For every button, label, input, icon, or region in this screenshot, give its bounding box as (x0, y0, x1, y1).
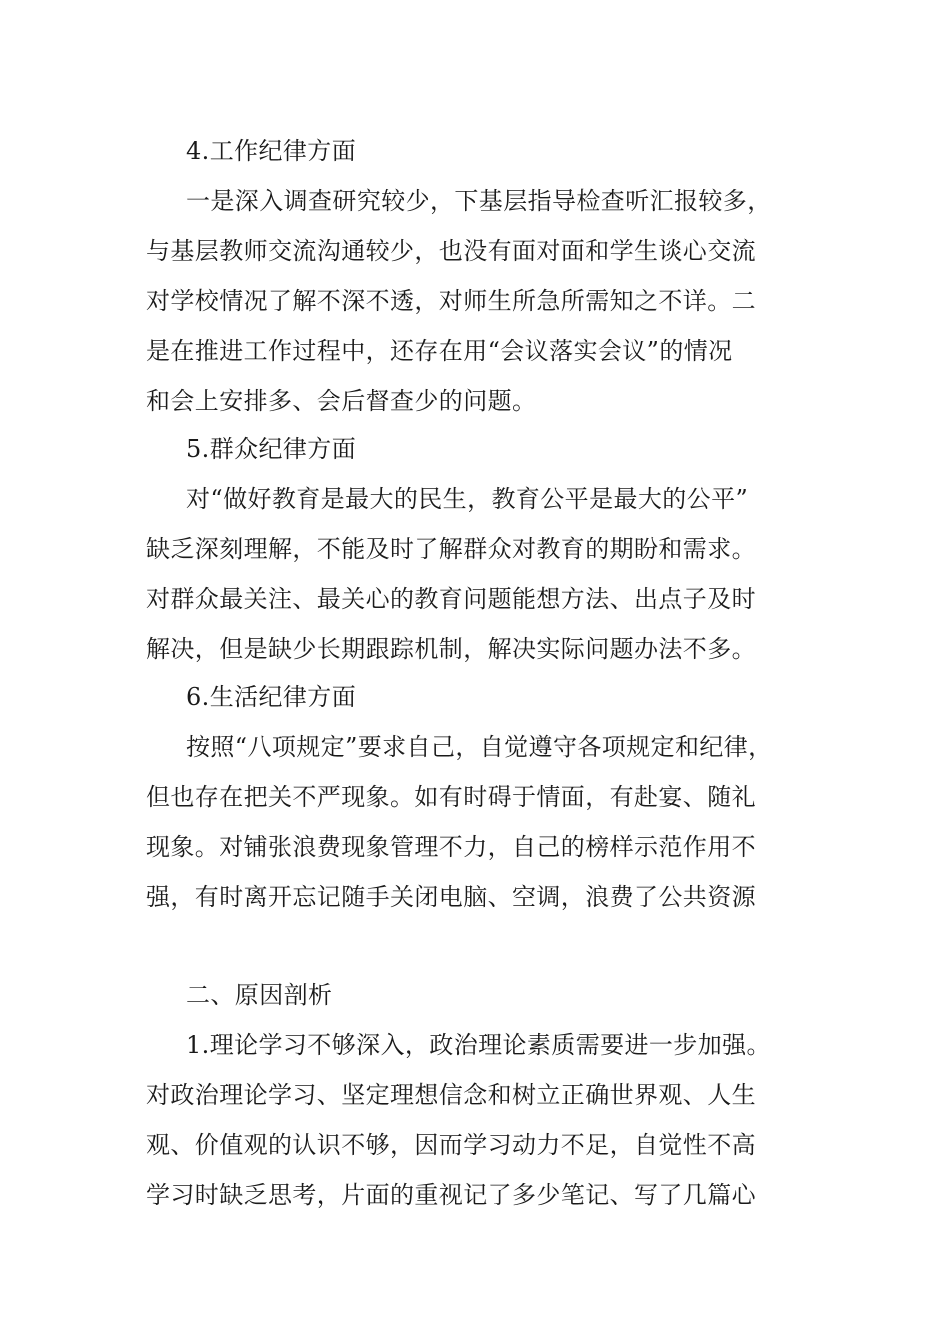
paragraph-line: 现象。对铺张浪费现象管理不力，自己的榜样示范作用不 (146, 833, 756, 861)
paragraph-line: 对群众最关注、最关心的教育问题能想方法、出点子及时 (146, 585, 756, 613)
section-heading-work-discipline: 4.工作纪律方面 (186, 137, 357, 165)
paragraph-line: 但也存在把关不严现象。如有时碍于情面，有赴宴、随礼 (146, 783, 756, 811)
paragraph-line: 缺乏深刻理解，不能及时了解群众对教育的期盼和需求。 (146, 535, 756, 563)
paragraph-line: 对政治理论学习、坚定理想信念和树立正确世界观、人生 (146, 1081, 756, 1109)
section-heading-life-discipline: 6.生活纪律方面 (186, 683, 357, 711)
paragraph-line: 对学校情况了解不深不透，对师生所急所需知之不详。二 (146, 287, 756, 315)
paragraph-line: 和会上安排多、会后督查少的问题。 (146, 387, 537, 415)
paragraph-line: 解决，但是缺少长期跟踪机制，解决实际问题办法不多。 (146, 635, 756, 663)
paragraph-line: 学习时缺乏思考，片面的重视记了多少笔记、写了几篇心 (146, 1181, 756, 1209)
paragraph-line: 1.理论学习不够深入，政治理论素质需要进一步加强。 (186, 1031, 771, 1059)
paragraph-line: 按照“八项规定”要求自己，自觉遵守各项规定和纪律， (186, 733, 773, 761)
paragraph-line: 与基层教师交流沟通较少，也没有面对面和学生谈心交流 (146, 237, 756, 265)
paragraph-line: 对“做好教育是最大的民生，教育公平是最大的公平” (186, 485, 749, 513)
paragraph-line: 一是深入调查研究较少，下基层指导检查听汇报较多， (186, 187, 772, 215)
part-heading-cause-analysis: 二、原因剖析 (186, 981, 333, 1009)
paragraph-line: 观、价值观的认识不够，因而学习动力不足，自觉性不高 (146, 1131, 756, 1159)
paragraph-line: 是在推进工作过程中，还存在用“会议落实会议”的情况 (146, 337, 733, 365)
section-heading-masses-discipline: 5.群众纪律方面 (186, 435, 357, 463)
paragraph-line: 强，有时离开忘记随手关闭电脑、空调，浪费了公共资源 (146, 883, 756, 911)
